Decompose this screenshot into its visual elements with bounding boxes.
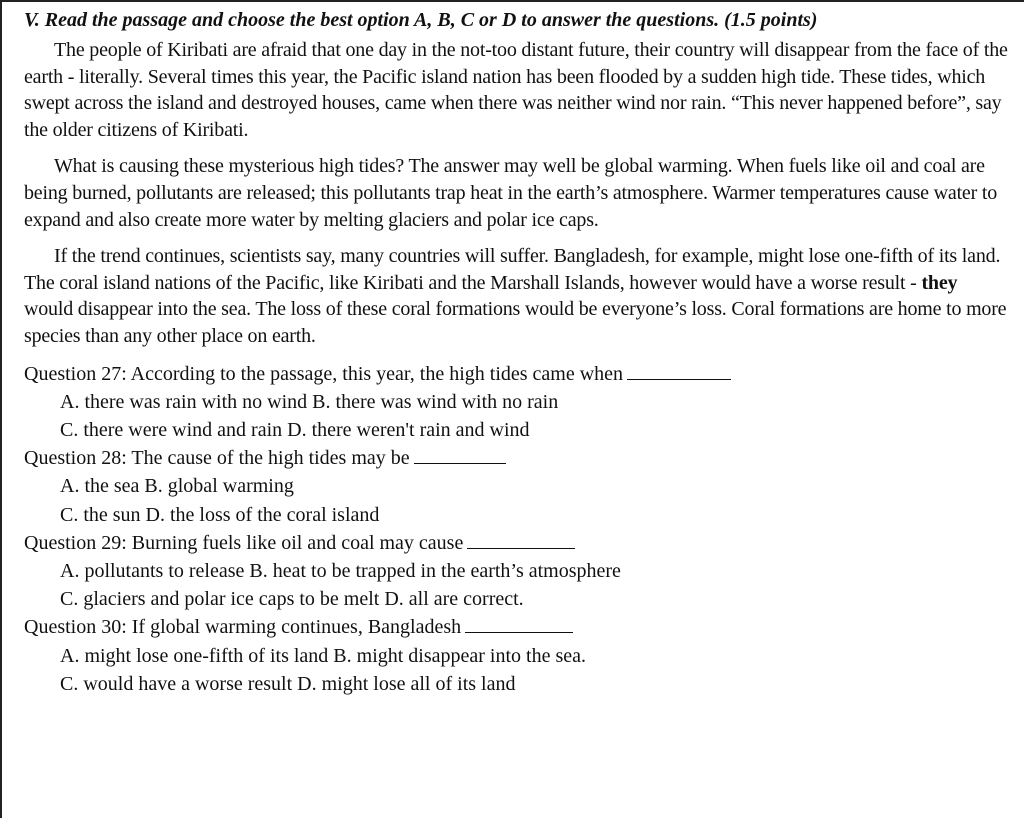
- question-28: [24, 444, 1009, 529]
- question-30-options-ab: A. might lose one-fifth of its land B. might disappear into the sea.: [60, 644, 587, 667]
- question-28-options-ab: A. the sea B. global warming: [60, 475, 294, 498]
- question-28-stem: Question 28: The cause of the high tides may be: [24, 447, 410, 470]
- passage-paragraph-3-end: would disappear into the sea. The loss of these coral formations would be everyone’s loss. Coral formations are home to more species than any other place on earth.: [24, 298, 1007, 347]
- passage-paragraph-1: The people of Kiribati are afraid that one day in the not-too distant future, their country will disappear from the face of the earth - literally. Several times this year, the Pacific island nation has been flooded by a sudden high tide. These tides, which swept across the island and destroyed houses, came when there was neither wind nor rain. “This never happened before”, say the older citizens of Kiribati.: [24, 39, 1008, 141]
- question-27-options-ab: A. there was rain with no wind B. there was wind with no rain: [60, 390, 559, 413]
- answer-blank: [465, 614, 573, 633]
- worksheet-page: [24, 6, 1009, 698]
- question-30-options-cd: C. would have a worse result D. might lose all of its land: [60, 672, 516, 695]
- question-27-stem: Question 27: According to the passage, this year, the high tides came when: [24, 362, 624, 385]
- passage-paragraph-2: What is causing these mysterious high tides? The answer may well be global warming. When fuels like oil and coal are being burned, pollutants are released; this pollutants trap heat in the earth’s atmosphere. Warmer temperatures cause water to expand and also create more water by melting glaciers and polar ice caps.: [24, 155, 998, 231]
- question-28-options-cd: C. the sun D. the loss of the coral island: [60, 503, 380, 526]
- section-heading: V. Read the passage and choose the best option A, B, C or D to answer the questions. (1.5 points): [24, 9, 818, 31]
- question-29-options-ab: A. pollutants to release B. heat to be trapped in the earth’s atmosphere: [60, 559, 621, 582]
- passage-paragraph-3-start: If the trend continues, scientists say, many countries will suffer. Bangladesh, for example, might lose one-fifth of its land. The coral island nations of the Pacific, like Kiribati and the Marshall Islands, however would have a worse result -: [24, 245, 1001, 294]
- passage-paragraph-3: [24, 243, 1009, 349]
- answer-blank: [414, 445, 506, 464]
- question-29-stem: Question 29: Burning fuels like oil and coal may cause: [24, 531, 464, 554]
- passage-emphasis-they: they: [921, 271, 958, 294]
- question-30: [24, 613, 1009, 698]
- question-27: [24, 360, 1009, 445]
- question-27-options-cd: C. there were wind and rain D. there weren't rain and wind: [60, 418, 530, 441]
- question-29: [24, 529, 1009, 614]
- question-30-stem: Question 30: If global warming continues, Bangladesh: [24, 616, 462, 639]
- answer-blank: [467, 530, 575, 549]
- question-29-options-cd: C. glaciers and polar ice caps to be melt D. all are correct.: [60, 588, 524, 611]
- answer-blank: [627, 361, 731, 380]
